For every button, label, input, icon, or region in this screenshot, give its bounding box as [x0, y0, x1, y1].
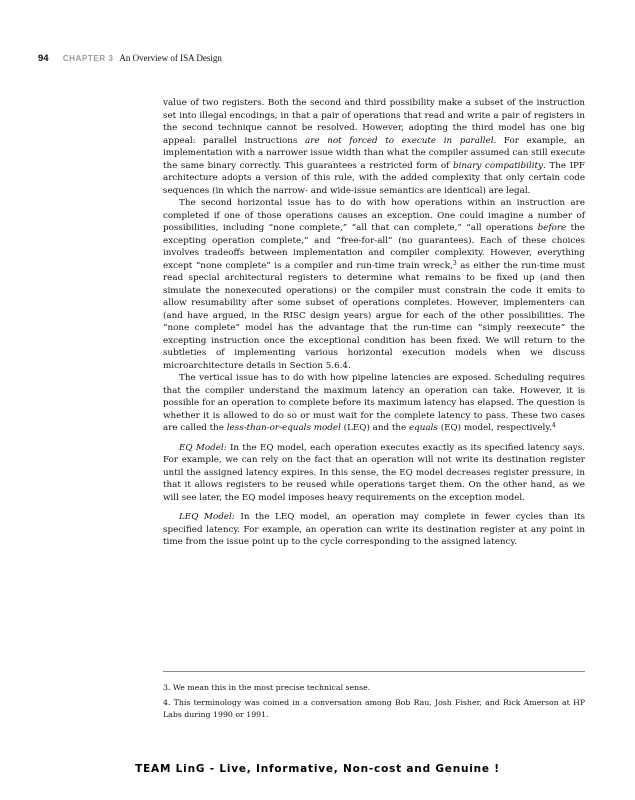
italic-text: equals — [409, 423, 438, 433]
italic-text: EQ Model: — [179, 442, 227, 453]
italic-text: before — [537, 223, 567, 233]
text-run: . For example, an implementation with a narrower issue width than what the compiler assumed can still execute the same binary correctly. This guarantees a restricted form of — [163, 135, 585, 171]
team-ling-banner: TEAM LinG - Live, Informative, Non-cost and Genuine ! — [135, 763, 500, 775]
footnote-marker: 4 — [551, 422, 556, 429]
text-run: In the EQ model, each operation executes exactly as its specified latency says. For example, we can rely on the fact that an operation will not write its destination register until the assigned latency expires. In this sense, the EQ model decreases register pressure, in that it allows registers to be reused while operations target them. On the other hand, as we will see later, the EQ model imposes heavy requirements on the exception model. — [163, 442, 585, 503]
text-run: . The IPF architecture adopts a version of this rule, with the added complexity that only certain code sequences (in which the narrow- and wide-issue semantics are identical) are legal. — [163, 160, 585, 196]
paragraph — [163, 197, 585, 372]
page-number: 94 — [38, 53, 49, 64]
paragraph — [163, 97, 585, 197]
body-text — [163, 97, 585, 549]
text-run: The vertical issue has to do with how pipeline latencies are exposed. Scheduling requires that the compiler understand the maximum latency an operation can take. However, it is possible for an operation to complete before its maximum latency has elapsed. The question is whether it is allowed to do so or must wait for the complete latency to pass. These two cases are called the — [163, 373, 585, 433]
text-run: the excepting operation complete,” and “free-for-all” (no guarantees). Each of these choices involves tradeoffs between implementation and compiler complexity. However, everything except “none complete” is a compiler and run-time train wreck, — [163, 223, 585, 271]
text-run: as either the run-time must read special architectural registers to determine what remains to be fixed up (and then simulate the nonexecuted operations) or the compiler must constrain the code it emits to allow resumability after some subset of operations completes. However, implementers can (and have argued, in the RISC design years) argue for each of the other possibilities. The “none complete” model has the advantage that the run-time can “simply reexecute” the excepting instruction once the exceptional condition has been fixed. We will return to the subtleties of implementing various horizontal execution models when we discuss microarchitecture details in Section 5.6.4. — [163, 260, 585, 371]
footnote-marker: 3 — [452, 259, 457, 267]
paragraph-leq-model — [163, 511, 585, 549]
running-head — [38, 53, 222, 64]
footnote-4: 4. This terminology was coined in a conversation among Bob Rau, Josh Fisher, and Rick Amerson at HP Labs during 1990 or 1991. — [163, 698, 585, 719]
italic-text: are not forced to execute in parallel — [305, 135, 494, 146]
footnotes — [163, 682, 585, 724]
chapter-title: An Overview of ISA Design — [119, 53, 222, 63]
text-run: (LEQ) and the — [340, 423, 409, 433]
text-run: The second horizontal issue has to do with how operations within an instruction are completed if one of those operations causes an exception. One could imagine a number of possibilities, including “none complete,” “all that can complete,” “all operations — [163, 198, 585, 233]
italic-text: LEQ Model: — [179, 512, 235, 522]
paragraph — [163, 372, 585, 435]
chapter-label: CHAPTER 3 — [62, 54, 114, 63]
footnote-rule — [163, 671, 585, 672]
text-run: value of two registers. Both the second and third possibility make a subset of the instruction set into illegal encodings, in that a pair of operations that read and write a pair of registers in the second technique cannot be resolved. However, adopting the third model has one big appeal: parallel instructions — [163, 98, 585, 146]
paragraph-eq-model — [163, 442, 585, 505]
text-run: (EQ) model, respectively. — [437, 423, 552, 433]
footnote-3: 3. We mean this in the most precise technical sense. — [163, 683, 371, 692]
italic-text: less-than-or-equals model — [226, 423, 341, 433]
italic-text: binary compatibility — [452, 160, 543, 171]
text-run: In the LEQ model, an operation may complete in fewer cycles than its specified latency. For example, an operation can write its destination register at any point in time from the issue point up to the cycle corresponding to the assigned latency. — [163, 512, 585, 547]
